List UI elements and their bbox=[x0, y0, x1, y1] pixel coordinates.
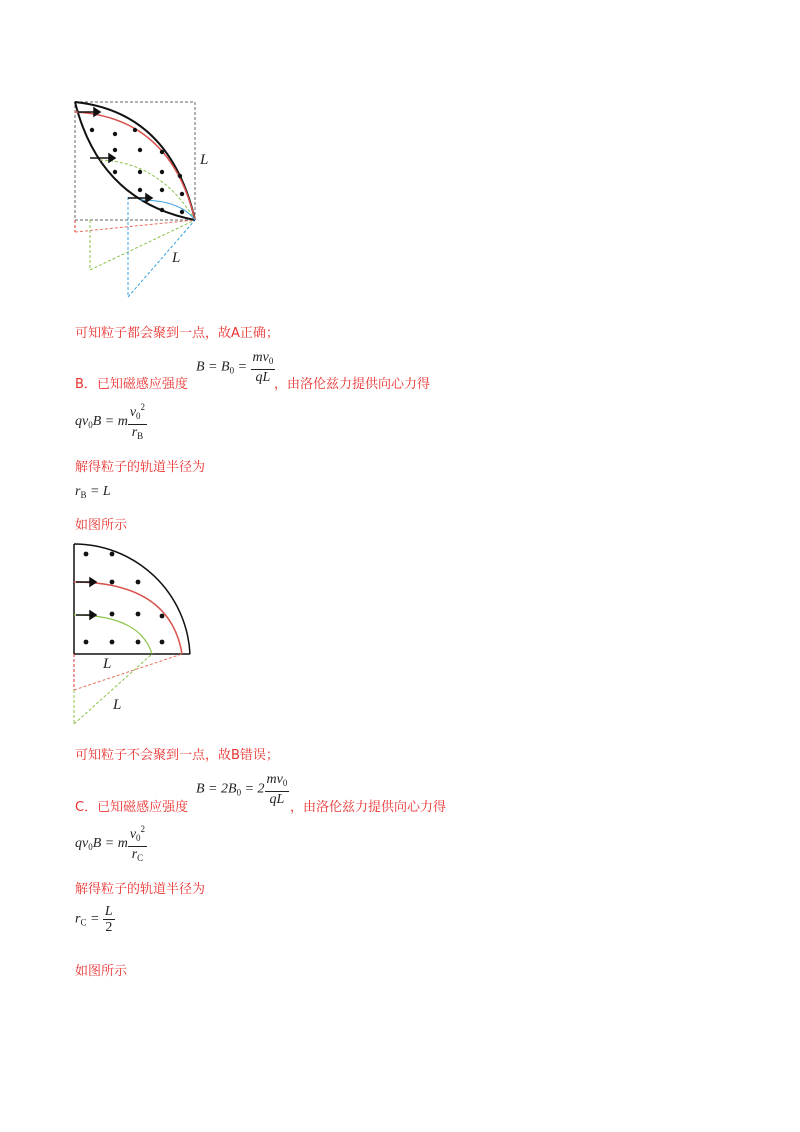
figure-2-label-l1: L bbox=[103, 656, 112, 672]
figure-1-label-bottom: L bbox=[172, 250, 181, 266]
figure-caption-2: 如图所示 bbox=[75, 964, 128, 979]
figure-caption-1: 如图所示 bbox=[75, 518, 128, 533]
equation-c-field: $B = 2B_0 = 2$ $\frac{mv_0}{qL}$ bbox=[196, 772, 288, 807]
figure-2-label-l2: L bbox=[113, 697, 122, 713]
option-c-suffix: ，由洛伦兹力提供向心力得 bbox=[290, 800, 447, 815]
arc-inner bbox=[75, 102, 195, 220]
figure-1-diagram bbox=[60, 92, 230, 307]
arrow bbox=[128, 194, 152, 202]
quarter-arc bbox=[74, 544, 190, 654]
option-c-prefix: C．已知磁感应强度 bbox=[75, 800, 189, 815]
radius-c-equation: $r_C$ = $\frac{L}{2}$ bbox=[75, 904, 113, 935]
radius-b-equation: $r_B = L$ bbox=[75, 484, 111, 500]
solve-radius-1: 解得粒子的轨道半径为 bbox=[75, 460, 206, 475]
arrow bbox=[76, 611, 96, 619]
dashed-square bbox=[75, 102, 195, 220]
equation-b-field: $B = B_0$ = $\frac{mv_0}{qL}$ bbox=[196, 350, 274, 385]
conclusion-a: 可知粒子都会聚到一点，故A正确； bbox=[75, 326, 279, 341]
green-arc bbox=[74, 615, 152, 654]
figure-2-diagram bbox=[60, 538, 200, 728]
arrow bbox=[78, 108, 100, 116]
arrow bbox=[76, 578, 96, 586]
field-dots bbox=[84, 552, 165, 645]
solve-radius-2: 解得粒子的轨道半径为 bbox=[75, 882, 206, 897]
option-b-suffix: ，由洛伦兹力提供向心力得 bbox=[274, 377, 431, 392]
force-equation-2: $qv_0B = m$ $\frac{v_0^2}{r_C}$ bbox=[75, 824, 146, 863]
figure-1-label-right: L bbox=[200, 152, 209, 168]
conclusion-b: 可知粒子不会聚到一点，故B错误； bbox=[75, 748, 279, 763]
option-b-prefix: B．已知磁感应强度 bbox=[75, 377, 188, 392]
arc-outer bbox=[75, 102, 195, 220]
arrow bbox=[90, 154, 115, 162]
field-dots bbox=[90, 128, 184, 214]
force-equation-1: $qv_0B = m$ $\frac{v_0^2}{r_B}$ bbox=[75, 402, 146, 441]
